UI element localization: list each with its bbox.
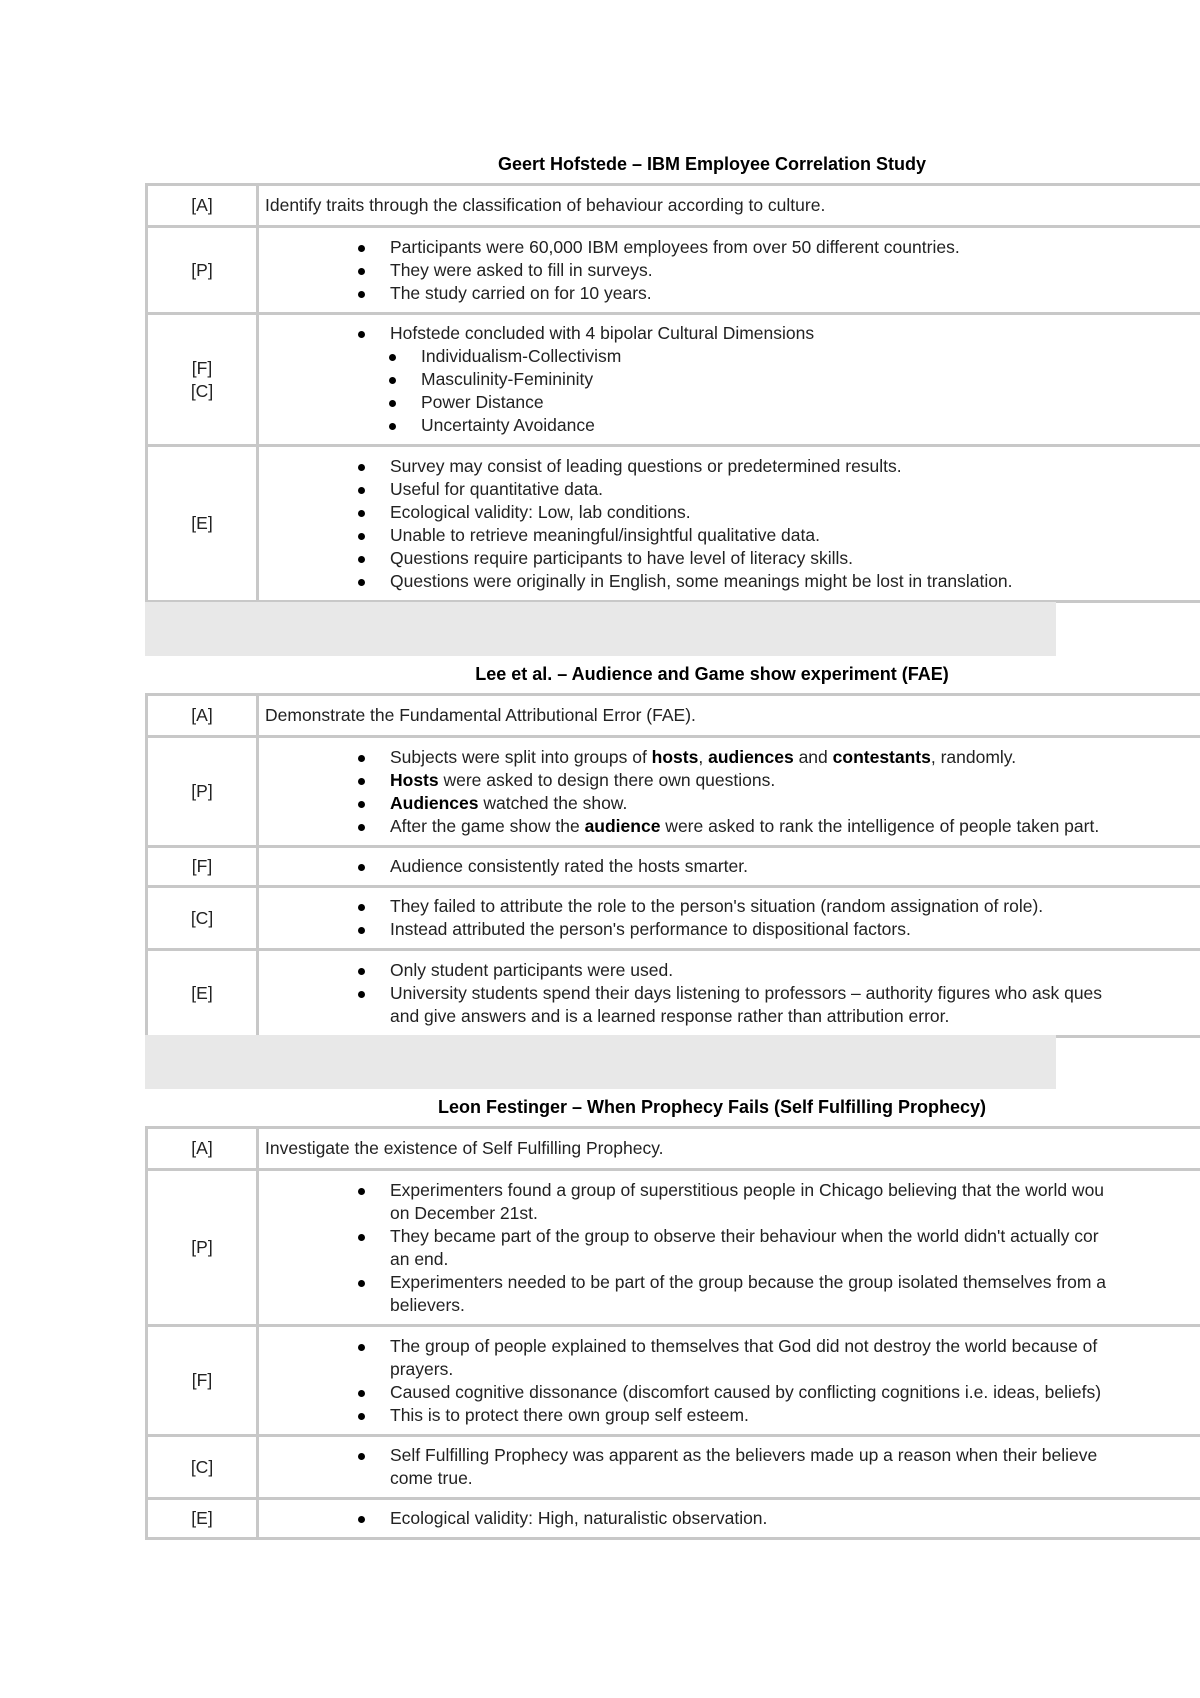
row-label: [F]	[147, 847, 258, 887]
list-item: Unable to retrieve meaningful/insightful qualitative data.	[390, 524, 1200, 547]
evaluation-list	[265, 1507, 1200, 1530]
aim-row	[147, 695, 1200, 737]
list-item: Questions require participants to have level of literacy skills.	[390, 547, 1200, 570]
study-1-table	[145, 183, 1200, 603]
study-2-table	[145, 693, 1200, 1038]
row-label: [P]	[147, 1170, 258, 1326]
row-label: [F]	[147, 1326, 258, 1436]
list-item: Uncertainty Avoidance	[421, 414, 1200, 437]
list-item: Audience consistently rated the hosts smarter.	[390, 855, 1200, 878]
list-item-line: on December 21st.	[390, 1202, 538, 1223]
list-item-line: Self Fulfilling Prophecy was apparent as the believers made up a reason when their believe	[390, 1445, 1098, 1465]
procedure-row	[147, 1170, 1200, 1326]
list-item: Instead attributed the person's performance to dispositional factors.	[390, 918, 1200, 941]
list-item: Questions were originally in English, some meanings might be lost in translation.	[390, 570, 1200, 593]
list-item: After the game show the audience were asked to rank the intelligence of people taken part.	[390, 815, 1200, 838]
list-item	[390, 1381, 1200, 1404]
findings-list	[265, 322, 1200, 437]
findings-list	[265, 1335, 1200, 1427]
conclusion-row	[147, 887, 1200, 950]
list-item-line: They became part of the group to observe their behaviour when the world didn't actually cor	[390, 1225, 1099, 1246]
list-item	[390, 1335, 1200, 1381]
list-item: They failed to attribute the role to the person's situation (random assignation of role).	[390, 895, 1200, 918]
list-item-line: Caused cognitive dissonance (discomfort caused by conflicting cognitions i.e. ideas, beliefs)	[390, 1381, 1102, 1402]
list-item	[390, 1179, 1200, 1225]
list-item-line: University students spend their days listening to professors – authority figures who ask ques	[390, 982, 1103, 1003]
findings-conclusion-row	[147, 314, 1200, 446]
aim-row	[147, 185, 1200, 227]
findings-row	[147, 1326, 1200, 1436]
list-item: Survey may consist of leading questions or predetermined results.	[390, 455, 1200, 478]
aim-text: Identify traits through the classification of behaviour according to culture.	[258, 185, 1200, 227]
study-3-title: Leon Festinger – When Prophecy Fails (Self Fulfilling Prophecy)	[437, 1097, 987, 1117]
list-item: Ecological validity: High, naturalistic observation.	[390, 1507, 1200, 1530]
conclusion-list	[265, 895, 1200, 941]
list-item-line: This is to protect there own group self esteem.	[390, 1404, 749, 1425]
list-item-line: Experimenters needed to be part of the group because the group isolated themselves from a	[390, 1271, 1106, 1292]
findings-list	[265, 855, 1200, 878]
list-item-line: The group of people explained to themselves that God did not destroy the world because of	[390, 1335, 1098, 1356]
list-item: Individualism-Collectivism	[421, 345, 1200, 368]
study-2-title: Lee et al. – Audience and Game show experiment (FAE)	[475, 664, 949, 684]
findings-row	[147, 847, 1200, 887]
conclusion-row	[147, 1436, 1200, 1499]
row-label: [A]	[147, 1128, 258, 1170]
row-label: [C]	[190, 380, 214, 401]
evaluation-row	[147, 446, 1200, 602]
list-item: Subjects were split into groups of hosts, audiences and contestants, randomly.	[390, 746, 1200, 769]
procedure-list	[265, 746, 1200, 838]
list-item: Hosts were asked to design there own questions.	[390, 769, 1200, 792]
list-item	[390, 1271, 1200, 1317]
list-item: Useful for quantitative data.	[390, 478, 1200, 501]
list-item: Masculinity-Femininity	[421, 368, 1200, 391]
list-item-line: believers.	[390, 1294, 465, 1315]
list-item: Participants were 60,000 IBM employees from over 50 different countries.	[390, 236, 1200, 259]
study-3-table	[145, 1126, 1200, 1540]
spacer-band	[145, 1035, 1056, 1089]
aim-text: Investigate the existence of Self Fulfilling Prophecy.	[258, 1128, 1200, 1170]
aim-row	[147, 1128, 1200, 1170]
list-item: They were asked to fill in surveys.	[390, 259, 1200, 282]
list-item	[390, 1404, 1200, 1427]
list-item	[390, 1444, 1200, 1490]
row-label: [E]	[147, 446, 258, 602]
row-label: [C]	[147, 1436, 258, 1499]
evaluation-row	[147, 1499, 1200, 1539]
list-item-text: Hofstede concluded with 4 bipolar Cultural Dimensions	[390, 323, 815, 343]
dimensions-list	[390, 345, 1200, 437]
list-item-line: prayers.	[390, 1358, 454, 1379]
procedure-row	[147, 737, 1200, 847]
list-item-line: Experimenters found a group of superstitious people in Chicago believing that the world wou	[390, 1179, 1105, 1200]
row-label: [P]	[147, 227, 258, 314]
list-item	[390, 322, 1200, 437]
conclusion-list	[265, 1444, 1200, 1490]
list-item	[390, 982, 1200, 1028]
evaluation-row	[147, 950, 1200, 1037]
row-label: [F]	[191, 357, 213, 378]
row-label: [A]	[147, 185, 258, 227]
list-item-line: come true.	[390, 1468, 473, 1488]
list-item: The study carried on for 10 years.	[390, 282, 1200, 305]
list-item	[390, 1225, 1200, 1271]
study-1-title: Geert Hofstede – IBM Employee Correlation Study	[497, 154, 927, 174]
list-item: Only student participants were used.	[390, 959, 1200, 982]
row-label: [P]	[147, 737, 258, 847]
evaluation-list	[265, 959, 1200, 1028]
row-label: [E]	[147, 950, 258, 1037]
list-item-line: an end.	[390, 1248, 449, 1269]
procedure-list	[265, 1179, 1200, 1317]
row-label: [C]	[147, 887, 258, 950]
row-label: [E]	[147, 1499, 258, 1539]
procedure-row	[147, 227, 1200, 314]
list-item: Audiences watched the show.	[390, 792, 1200, 815]
spacer-band	[145, 602, 1056, 656]
list-item-line: and give answers and is a learned response rather than attribution error.	[390, 1005, 950, 1026]
evaluation-list	[265, 455, 1200, 593]
row-label: [A]	[147, 695, 258, 737]
list-item: Ecological validity: Low, lab conditions.	[390, 501, 1200, 524]
procedure-list	[265, 236, 1200, 305]
aim-text: Demonstrate the Fundamental Attributional Error (FAE).	[258, 695, 1200, 737]
list-item: Power Distance	[421, 391, 1200, 414]
